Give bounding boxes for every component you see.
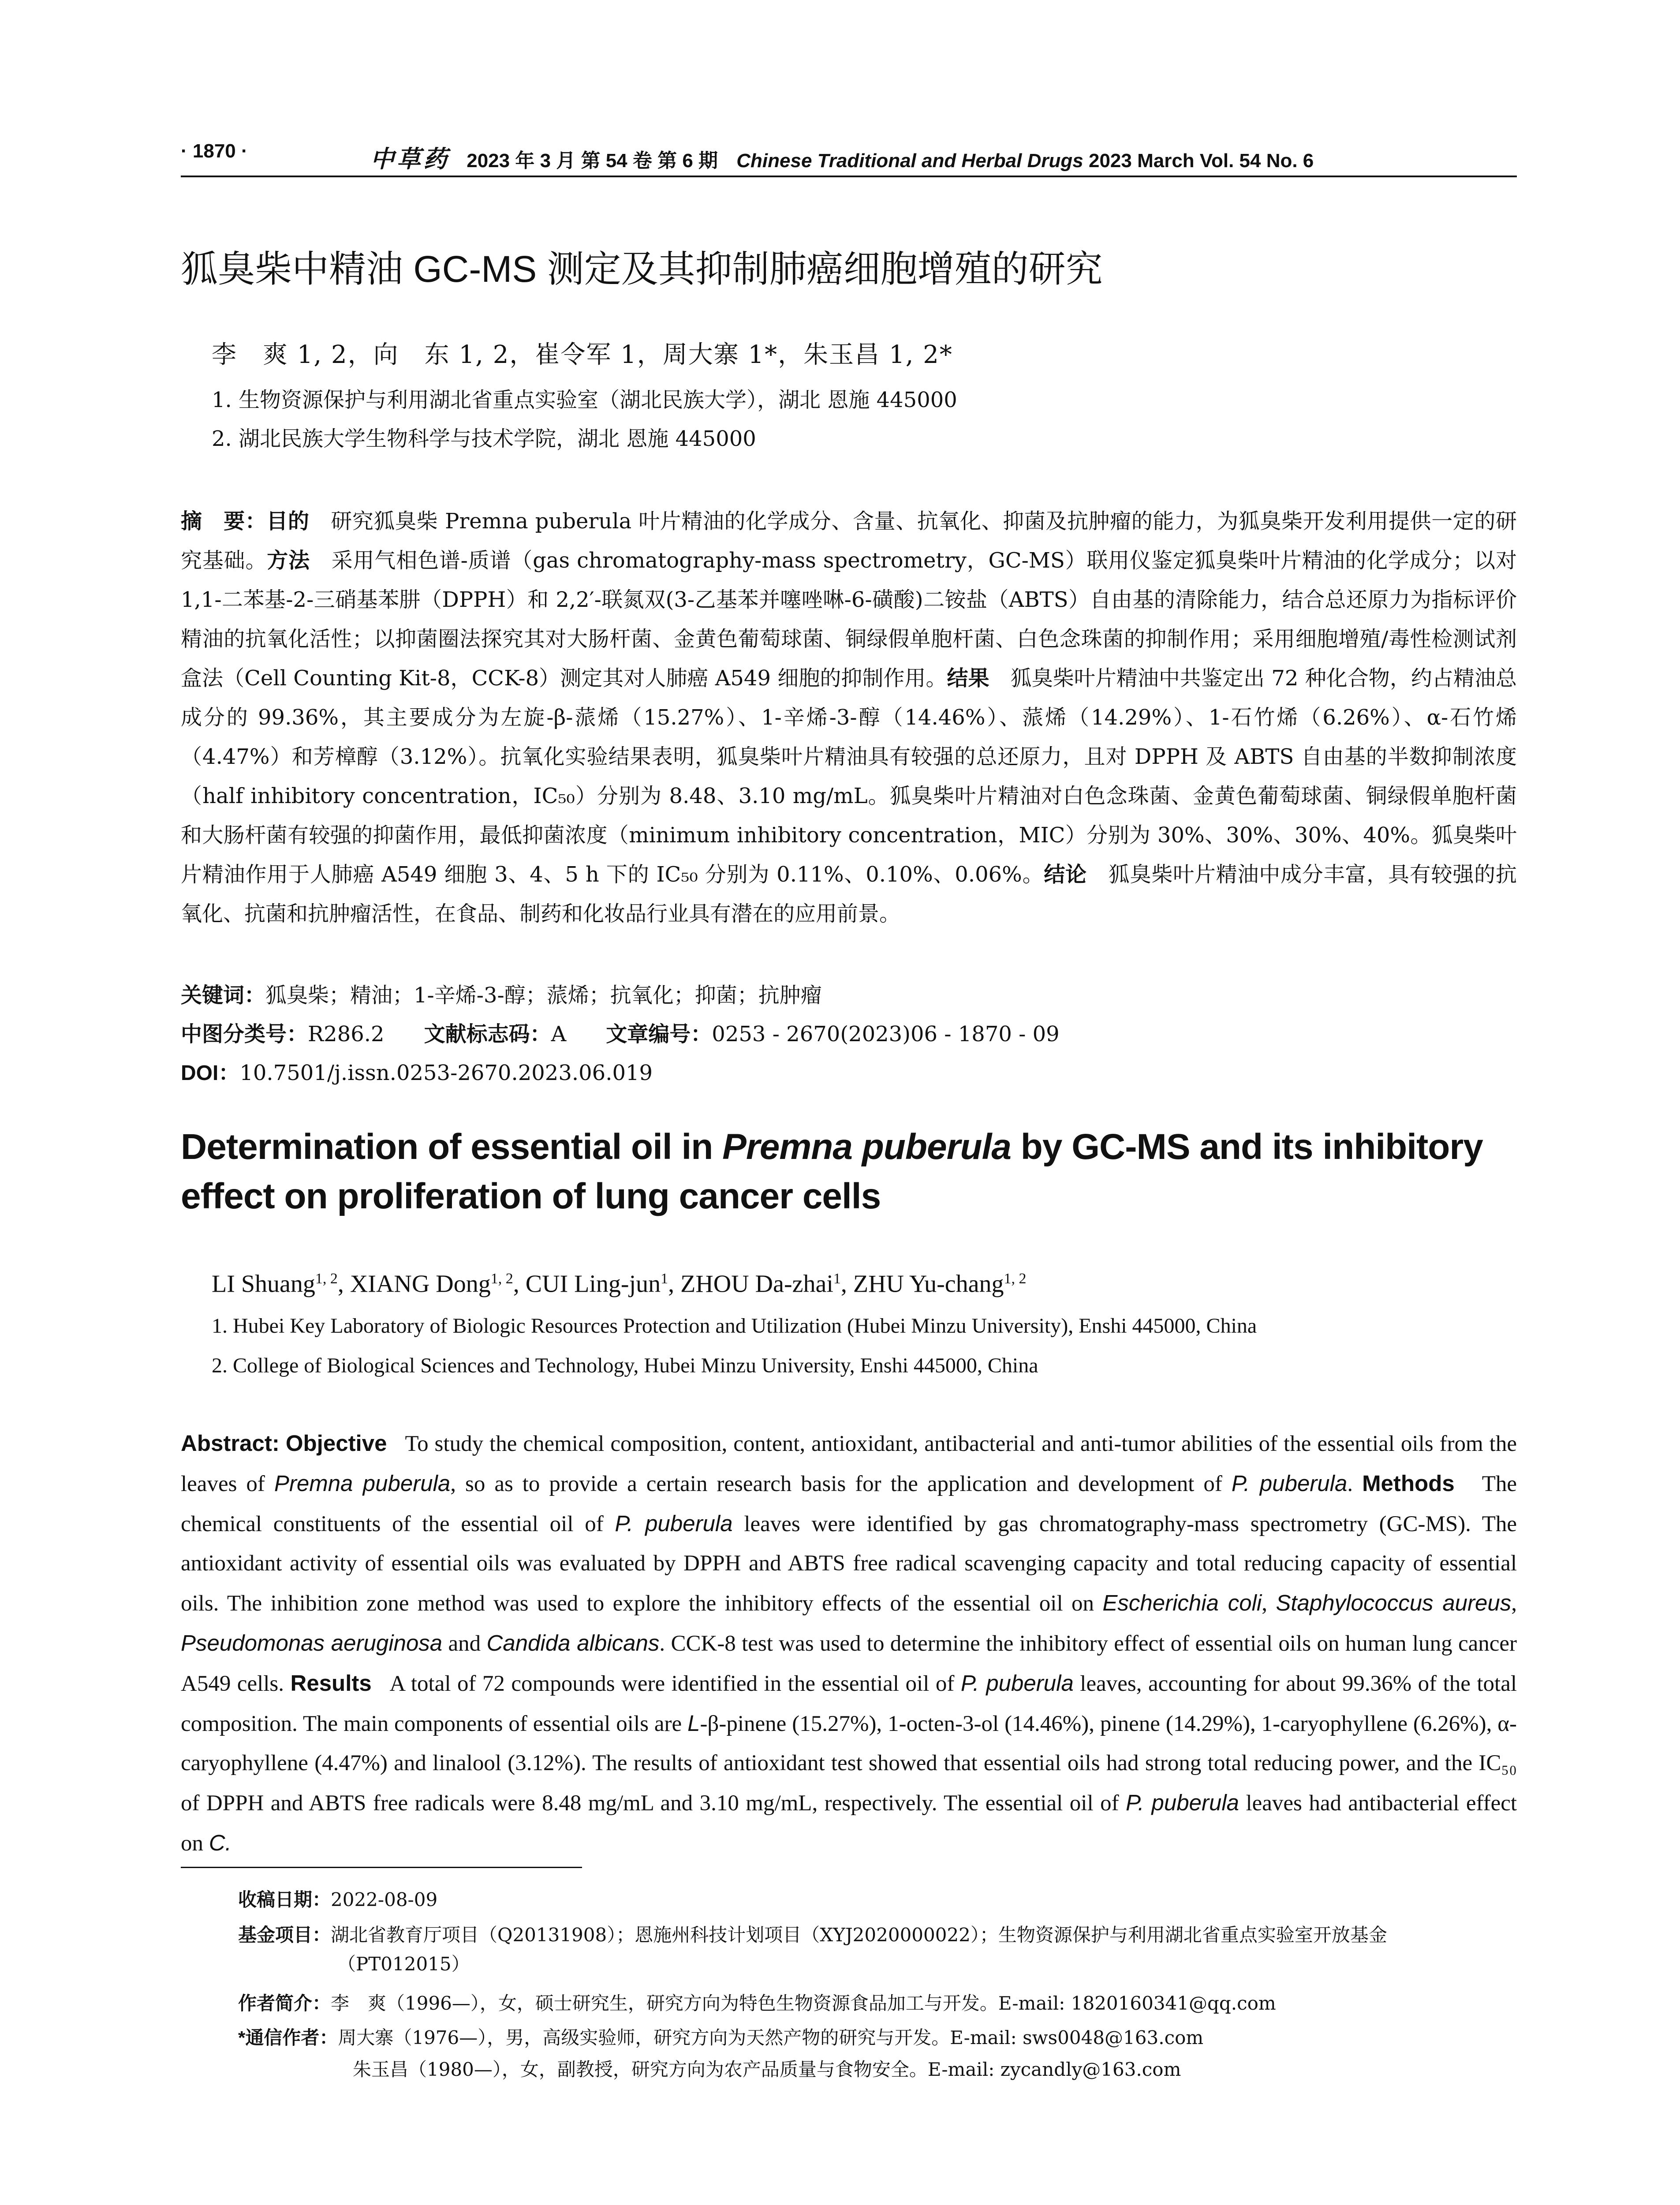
cn-abstract-label: 摘 要： <box>181 510 267 533</box>
fund-label: 基金项目： <box>238 1925 331 1945</box>
species-name: P. puberula <box>1126 1790 1239 1815</box>
cn-affiliation-1: 1. 生物资源保护与利用湖北省重点实验室（湖北民族大学），湖北 恩施 445000 <box>212 388 957 412</box>
doc-code-value: A <box>551 1022 567 1046</box>
cn-methods-text: 采用气相色谱-质谱（gas chromatography-mass spectrometry，GC-MS）联用仪鉴定狐臭柴叶片精油的化学成分；以对 1,1-二苯基-2-三硝基苯肼（DPPH）和 2,2′-联氮双(3-乙基苯并噻唑啉-6-磺酸)二铵盐（ABTS）自由基的清除能力，结合总还原力为指标评价精油的抗氧化活性；以抑菌圈法探究其对大肠杆菌、金黄色葡萄球菌、铜绿假单胞杆菌、白色念珠菌的抑制作用；采用细胞增殖/毒性检测试剂盒法（Cell Counting Kit-8，CCK-8）测定其对人肺癌 A549 细胞的抑制作用。 <box>181 548 1517 691</box>
en-title-species: Premna puberula <box>722 1127 1011 1167</box>
en-objective-text: , so as to provide a certain research basis for the application and development of <box>450 1472 1232 1496</box>
en-methods-text: leaves were identified by gas chromatography-mass spectrometry (GC-MS). The antioxidant activity of essential oils was evaluated by DPPH and ABTS free radical scavenging capacity and total reducing capacity of essential oils. The inhibition zone method was used to explore the inhibitory effects of the essential oil on <box>181 1512 1517 1616</box>
en-author: ZHU Yu-chang <box>853 1270 1004 1298</box>
en-author-aff: 1, 2 <box>490 1271 513 1287</box>
article-no-label: 文章编号： <box>606 1023 712 1046</box>
journal-logo: 中草药 <box>370 146 450 172</box>
en-methods-text: The chemical constituents of the essential oil of <box>181 1472 1517 1536</box>
species-name: C. <box>209 1830 231 1855</box>
doi-link[interactable]: 10.7501/j.issn.0253-2670.2023.06.019 <box>239 1061 653 1085</box>
footnote-funding <box>238 1921 1517 1979</box>
cn-keywords <box>181 980 1517 1011</box>
doi <box>181 1058 1517 1089</box>
stereo-prefix: L <box>687 1711 700 1736</box>
en-abstract: Abstract: Objective To study the chemical composition, content, antioxidant, antibacterial and anti-tumor abilities of the essential oils from the leaves of Premna puberula, so as to provide a certain research basis for the application and development of P. puberula. Methods The chemical constituents of the essential oil of P. puberula leaves were identified by gas chromatography-mass spectrometry (GC-MS). The antioxidant activity of essential oils was evaluated by DPPH and ABTS free radical scavenging capacity and total reducing capacity of essential oils. The inhibition zone method was used to explore the inhibitory effects of the essential oil on Escherichia coli, Staphylococcus aureus, Pseudomonas aeruginosa and Candida albicans. CCK-8 test was used to determine the inhibitory effect of essential oils on human lung cancer A549 cells. Results A total of 72 compounds were identified in the essential oil of P. puberula leaves, accounting for about 99.36% of the total composition. The main components of essential oils are L-β-pinene (15.27%), 1-octen-3-ol (14.46%), pinene (14.29%), 1-caryophyllene (6.26%), α-caryophyllene (4.47%) and linalool (3.12%). The results of antioxidant test showed that essential oils had strong total reducing power, and the IC₅₀ of DPPH and ABTS free radicals were 8.48 mg/mL and 3.10 mg/mL, respectively. The essential oil of P. puberula leaves had antibacterial effect on C. <box>181 1431 1517 1856</box>
cn-results-label: 结果 <box>947 667 989 690</box>
doi-label: DOI： <box>181 1061 240 1085</box>
cn-results-text: 狐臭柴叶片精油中共鉴定出 72 种化合物，约占精油总成分的 99.36%，其主要成分为左旋-β-蒎烯（15.27%）、1-辛烯-3-醇（14.46%）、蒎烯（14.29%）、1-石竹烯（6.26%）、α-石竹烯（4.47%）和芳樟醇（3.12%）。抗氧化实验结果表明，狐臭柴叶片精油具有较强的总还原力，且对 DPPH 及 ABTS 自由基的半数抑制浓度（half inhibitory concentration，IC₅₀）分别为 8.48、3.10 mg/mL。狐臭柴叶片精油对白色念珠菌、金黄色葡萄球菌、铜绿假单胞杆菌和大肠杆菌有较强的抑菌作用，最低抑菌浓度（minimum inhibitory concentration，MIC）分别为 30%、30%、30%、40%。狐臭柴叶片精油作用于人肺癌 A549 细胞 3、4、5 h 下的 IC₅₀ 分别为 0.11%、0.10%、0.06%。 <box>181 666 1517 887</box>
en-author-aff: 1 <box>833 1271 841 1287</box>
cn-keywords-label: 关键词： <box>181 984 266 1007</box>
issue-cn: 2023 年 3 月 第 54 卷 第 6 期 <box>467 150 718 172</box>
species-name: P. puberula <box>1231 1471 1348 1496</box>
en-author-aff: 1 <box>661 1271 668 1287</box>
species-name: Candida albicans <box>486 1630 660 1656</box>
running-header <box>181 140 1517 171</box>
doc-code-label: 文献标志码： <box>424 1023 551 1046</box>
en-abstract-label: Abstract: <box>181 1431 280 1456</box>
species-name: Escherichia coli <box>1102 1590 1262 1615</box>
en-author: LI Shuang <box>212 1270 315 1298</box>
footnote-corresponding <box>238 2023 1203 2052</box>
en-results-text: leaves had antibacterial effect on <box>181 1791 1517 1856</box>
en-objective-text: To study the chemical composition, content, antioxidant, antibacterial and anti-tumor abilities of the essential oils from the leaves of <box>181 1431 1517 1496</box>
en-author-aff: 1, 2 <box>1004 1271 1027 1287</box>
corr-label: *通信作者： <box>238 2027 338 2048</box>
received-label: 收稿日期： <box>238 1889 331 1910</box>
en-methods-text: . CCK-8 test was used to determine the inhibitory effect of essential oils on human lung cancer A549 cells. <box>181 1631 1517 1696</box>
en-title-part2: by GC-MS and its inhibitory effect on proliferation of lung cancer cells <box>181 1127 1483 1216</box>
article-no-value: 0253 - 2670(2023)06 - 1870 - 09 <box>712 1022 1060 1046</box>
cn-methods-label: 方法 <box>267 549 310 572</box>
received-date: 2022-08-09 <box>331 1889 438 1910</box>
en-title-part1: Determination of essential oil in <box>181 1127 723 1167</box>
fund-text: 湖北省教育厅项目（Q20131908）；恩施州科技计划项目（XYJ2020000022）；生物资源保护与利用湖北省重点实验室开放基金 <box>331 1924 1387 1946</box>
cn-conclusion-text: 狐臭柴叶片精油中成分丰富，具有较强的抗氧化、抗菌和抗肿瘤活性，在食品、制药和化妆品行业具有潜在的应用前景。 <box>181 862 1517 926</box>
cn-keywords-text: 狐臭柴；精油；1-辛烯-3-醇；蒎烯；抗氧化；抑菌；抗肿瘤 <box>265 983 822 1008</box>
en-results-text: -β-pinene (15.27%), 1-octen-3-ol (14.46%), pinene (14.29%), 1-caryophyllene (6.26%), α-caryophyllene (4.47%) and linalool (3.12%). The results of antioxidant test showed that essential oils had strong total reducing power, and the IC₅₀ of DPPH and ABTS free radicals were 8.48 mg/mL and 3.10 mg/mL, respectively. The essential oil of <box>181 1712 1517 1816</box>
cn-authors: 李 爽 1, 2，向 东 1, 2，崔令军 1，周大寨 1*，朱玉昌 1, 2* <box>212 340 953 369</box>
header-rule <box>181 176 1517 177</box>
author-text: 李 爽（1996—），女，硕士研究生，研究方向为特色生物资源食品加工与开发。E-mail: 1820160341@qq.com <box>331 1992 1276 2014</box>
en-results-text: leaves, accounting for about 99.36% of the total composition. The main components of essential oils are <box>181 1671 1517 1736</box>
clc-value: R286.2 <box>308 1022 385 1046</box>
species-name: P. puberula <box>960 1671 1074 1696</box>
clc-label: 中图分类号： <box>181 1023 308 1046</box>
cn-objective-label: 目的 <box>266 510 310 533</box>
cn-affiliation-2: 2. 湖北民族大学生物科学与技术学院，湖北 恩施 445000 <box>212 426 756 451</box>
cn-title: 狐臭柴中精油 GC-MS 测定及其抑制肺癌细胞增殖的研究 <box>181 248 1103 290</box>
en-authors: LI Shuang$^{1, 2}$, XIANG Dong$^{1, 2}$, CUI Ling-jun$^1$, ZHOU Da-zhai$^1$, ZHU Yu-chang$^{1, 2}$ <box>212 1270 1027 1298</box>
corr-text-1: 周大寨（1976—），男，高级实验师，研究方向为天然产物的研究与开发。E-mail: sws0048@163.com <box>338 2027 1204 2048</box>
journal-name-en: Chinese Traditional and Herbal Drugs <box>736 150 1083 172</box>
fund-text-cont: （PT012015） <box>337 1953 470 1975</box>
footnote-author <box>238 1989 1276 2018</box>
journal-line <box>370 140 1314 174</box>
author-label: 作者简介： <box>238 1993 331 2014</box>
en-results-label: Results <box>290 1671 372 1696</box>
species-name: Premna puberula <box>274 1471 451 1496</box>
cn-objective-text: 研究狐臭柴 Premna puberula 叶片精油的化学成分、含量、抗氧化、抑菌及抗肿瘤的能力，为狐臭柴开发利用提供一定的研究基础。 <box>181 509 1517 573</box>
en-author: ZHOU Da-zhai <box>680 1270 833 1298</box>
en-results-text: A total of 72 compounds were identified in the essential oil of <box>389 1671 961 1696</box>
en-author: CUI Ling-jun <box>525 1270 661 1298</box>
footnote-rule <box>181 1867 582 1868</box>
issue-en: 2023 March Vol. 54 No. 6 <box>1088 150 1314 172</box>
species-name: P. puberula <box>615 1511 733 1536</box>
en-author-aff: 1, 2 <box>315 1271 338 1287</box>
cn-conclusion-label: 结论 <box>1044 863 1087 886</box>
en-objective-label: Objective <box>285 1431 387 1456</box>
species-name: Pseudomonas aeruginosa <box>181 1630 443 1656</box>
en-title <box>181 1122 1517 1221</box>
en-methods-label: Methods <box>1362 1471 1455 1496</box>
footnote-corresponding-2: 朱玉昌（1980—），女，副教授，研究方向为农产品质量与食物安全。E-mail: zycandly@163.com <box>353 2059 1181 2080</box>
en-affiliation-1: 1. Hubei Key Laboratory of Biologic Resources Protection and Utilization (Hubei Minzu University), Enshi 445000, China <box>212 1314 1257 1338</box>
cn-abstract <box>181 502 1517 934</box>
footnote-received <box>238 1885 437 1914</box>
page-number: · 1870 · <box>181 140 248 162</box>
en-author: XIANG Dong <box>350 1270 491 1298</box>
en-affiliation-2: 2. College of Biological Sciences and Technology, Hubei Minzu University, Enshi 445000, China <box>212 1354 1038 1377</box>
cn-classification <box>181 1019 1517 1050</box>
species-name: Staphylococcus aureus <box>1276 1590 1512 1615</box>
